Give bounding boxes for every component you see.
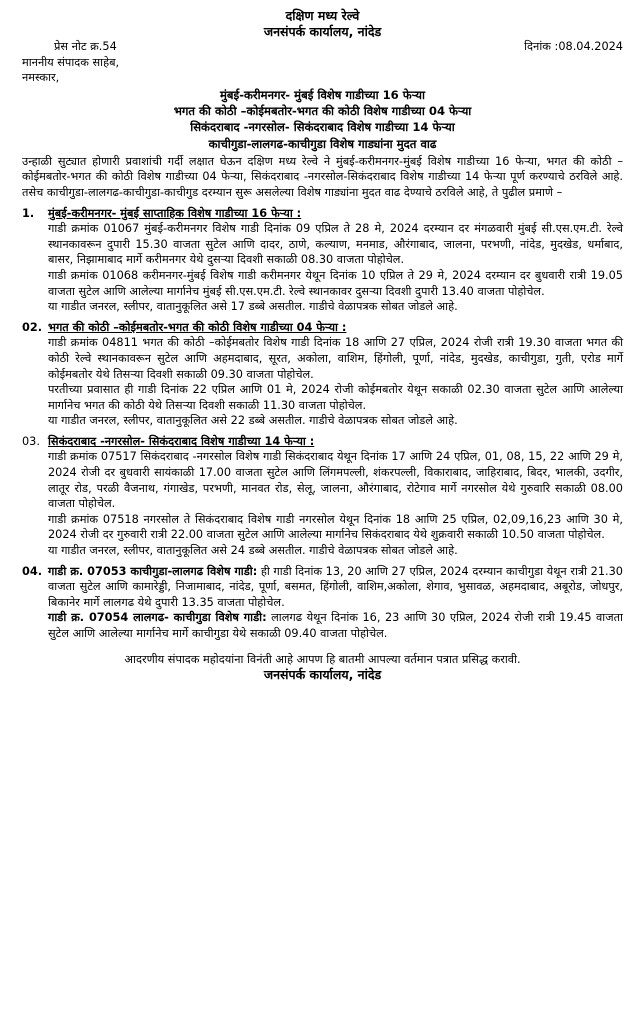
section-bhagat-ki-kothi-coimbatore xyxy=(22,320,623,429)
train-details: ही गाडी दिनांक 13, 20 आणि 27 एप्रिल, 2024 दरम्यान काचीगुडा येथून रात्री 21.30 वाजता सुटेल आणि कामारेड्डी, निजामाबाद, नांदेड, पूर्णा, बसमत, हिंगोली, वाशिम,अकोला, शेगाव, भुसावळ, अहमदाबाद, अबूरोड, जोधपुर, बिकानेर मार्गे लालगढ येथे दुपारी 13.35 वाजता पोहोचेल. xyxy=(48,564,623,609)
train-details: लालगढ येथून दिनांक 16, 23 आणि 30 एप्रिल, 2024 रोजी रात्री 19.45 वाजता सुटेल आणि आलेल्या मार्गानेच मार्गे काचीगुडा येथे सकाळी 09.40 वाजता पोहोचेल. xyxy=(48,611,623,640)
section-title: भगत की कोठी –कोईमबतोर-भगत की कोठी विशेष गाडीच्या 04 फेऱ्या : xyxy=(48,320,347,334)
section-title: मुंबई-करीमनगर- मुंबई साप्ताहिक विशेष गाडीच्या 16 फेऱ्या : xyxy=(48,206,302,220)
headline: मुंबई-करीमनगर- मुंबई विशेष गाडीच्या 16 फेऱ्या xyxy=(219,87,426,102)
section-paragraph: गाडी क्रमांक 07517 सिकंदराबाद -नगरसोल विशेष गाडी सिकंदराबाद येथून दिनांक 17 आणि 24 एप्रिल, 01, 08, 15, 22 आणि 29 मे, 2024 रोजी दर बुधवारी सायंकाळी 17.00 वाजता सुटेल आणि लिंगमपल्ली, शंकरपल्ली, विकाराबाद, जाहिराबाद, बिदर, भालकी, उदगीर, लातूर रोड, परळी वैजनाथ, गंगाखेड, परभणी, मानवत रोड, सेलू, जालना, औरंगाबाद, रोटेगाव मार्गे नगरसोल येथे गुरुवारि सकाळी 08.00 वाजता पोहोचेल. xyxy=(48,450,623,511)
office-name: जनसंपर्क कार्यालय, नांदेड xyxy=(263,23,382,39)
section-paragraph: परतीच्या प्रवासात ही गाडी दिनांक 22 एप्रिल आणि 01 मे, 2024 रोजी कोईमबतोर येथून सकाळी 02.30 वाजता सुटेल आणि आलेल्या मार्गानेच भगत की कोठी येथे तिसऱ्या दिवशी सकाळी 11.30 वाजता पोहोचेल. xyxy=(48,383,623,412)
meta-row xyxy=(22,39,623,55)
train-heading: गाडी क्र. 07054 लालगढ- काचीगुडा विशेष गाडी: xyxy=(48,611,267,625)
press-note-date: दिनांक :08.04.2024 xyxy=(524,40,623,54)
section-paragraph: गाडी क्रमांक 01067 मुंबई-करीमनगर विशेष गाडी दिनांक 09 एप्रिल ते 28 मे, 2024 दरम्यान दर मंगळवारी मुंबई सी.एस.एम.टी. रेल्वे स्थानकावरून दुपारी 15.30 वाजता सुटेल आणि दादर, ठाणे, कल्याण, मनमाड, औरंगाबाद, जालना, परभणी, नांदेड, मुदखेड, धर्माबाद, बासर, निझामाबाद मार्गे करीमनगर येथे दुसऱ्या दिवशी सकाळी 08.30 वाजता पोहोचेल. xyxy=(48,222,623,267)
headline: भगत की कोठी –कोईमबतोर-भगत की कोठी विशेष गाडीच्या 04 फेऱ्या xyxy=(173,104,472,119)
section-paragraph: गाडी क्रमांक 01068 करीमनगर-मुंबई विशेष गाडी करीमनगर येथून दिनांक 10 एप्रिल ते 29 मे, 2024 दरम्यान दर बुधवारी रात्री 19.05 वाजता सुटेल आणि आलेल्या मार्गानेच मुंबई सी.एस.एम.टी. रेल्वे स्थानकावर दुसऱ्या दिवशी दुपारी 13.40 वाजता पोहोचेल. xyxy=(48,268,623,298)
headline-block xyxy=(22,87,623,152)
closing-request: आदरणीय संपादक महोदयांना विनंती आहे आपण हि बातमी आपल्या वर्तमान पत्रात प्रसिद्ध करावी. xyxy=(124,652,521,666)
org-name: दक्षिण मध्य रेल्वे xyxy=(285,8,360,23)
section-paragraph xyxy=(48,564,623,611)
section-number: 03. xyxy=(22,434,40,448)
section-paragraph: गाडी क्रमांक 07518 नगरसोल ते सिकंदराबाद विशेष गाडी नगरसोल येथून दिनांक 18 आणि 25 एप्रिल, 02,09,16,23 आणि 30 मे, 2024 रोजी दर गुरुवारी रात्री 22.00 वाजता सुटेल आणि आलेल्या मार्गानेच सिकंदराबाद येथे शुक्रवारी सकाळी 10.50 वाजता पोहोचेल. xyxy=(48,512,623,542)
section-kacheguda-lalgarh xyxy=(22,564,623,642)
section-paragraph: या गाडीत जनरल, स्लीपर, वातानुकूलित असे 22 डब्बे असतील. गाडीचे वेळापत्रक सोबत जोडले आहे. xyxy=(48,414,458,428)
press-note-number: प्रेस नोट क्र.54 xyxy=(54,40,117,54)
train-heading: गाडी क्र. 07053 काचीगुडा-लालगढ विशेष गाडी: xyxy=(48,564,258,578)
headline: सिकंदराबाद -नगरसोल- सिकंदराबाद विशेष गाडीच्या 14 फेऱ्या xyxy=(190,120,455,135)
section-number: 04. xyxy=(22,564,43,578)
section-secunderabad-nagarsol xyxy=(22,434,623,559)
salutation-editor: माननीय संपादक साहेब, xyxy=(22,55,120,69)
signature-office: जनसंपर्क कार्यालय, नांदेड xyxy=(263,667,382,683)
section-mumbai-karimnagar xyxy=(22,206,623,315)
salutation-greeting: नमस्कार, xyxy=(22,71,60,85)
section-paragraph: या गाडीत जनरल, स्लीपर, वातानुकूलित असे 17 डब्बे असतील. गाडीचे वेळापत्रक सोबत जोडले आहे. xyxy=(48,300,458,314)
headline: काचीगुडा-लालगढ-काचीगुडा विशेष गाड्यांना मुदत वाढ xyxy=(208,136,437,151)
section-number: 1. xyxy=(22,206,35,220)
section-paragraph xyxy=(48,610,623,641)
section-title: सिकंदराबाद -नगरसोल- सिकंदराबाद विशेष गाडीच्या 14 फेऱ्या : xyxy=(48,434,315,448)
intro-paragraph: उन्हाळी सुट्यात होणारी प्रवाशांची गर्दी लक्षात घेऊन दक्षिण मध्य रेल्वे ने मुंबई-करीमनगर-मुंबई विशेष गाडीच्या 16 फेऱ्या, भगत की कोठी –कोईमबतोर-भगत की कोठी विशेष गाडीच्या 04 फेऱ्या, सिकंदराबाद -नगरसोल-सिकंदराबाद विशेष गाडीच्या 14 फेऱ्या पूर्ण करण्याचे ठरविले आहे. तसेच काचीगुडा-लालगढ-काचीगुडा-काचीगुड दरम्यान सुरू असलेल्या विशेष गाड्यांना मुदत वाढ देण्याचे ठरविले आहे, ते पुढील प्रमाणे – xyxy=(22,154,623,199)
section-paragraph: या गाडीत जनरल, स्लीपर, वातानुकूलित असे 24 डब्बे असतील. गाडीचे वेळापत्रक सोबत जोडले आहे. xyxy=(48,544,458,558)
section-number: 02. xyxy=(22,320,43,334)
section-paragraph: गाडी क्रमांक 04811 भगत की कोठी –कोईमबतोर विशेष गाडी दिनांक 18 आणि 27 एप्रिल, 2024 रोजी रात्री 19.30 वाजता भगत की कोठी रेल्वे स्थानकावरून सुटेल आणि अहमदाबाद, सूरत, अकोला, वाशिम, हिंगोली, पूर्णा, नांदेड, मुदखेड, काचीगुडा, गुती, एरोड मार्गे कोईमबतोर येथे तिसऱ्या दिवशी सकाळी 09.30 वाजता पोहोचेल. xyxy=(48,336,623,381)
